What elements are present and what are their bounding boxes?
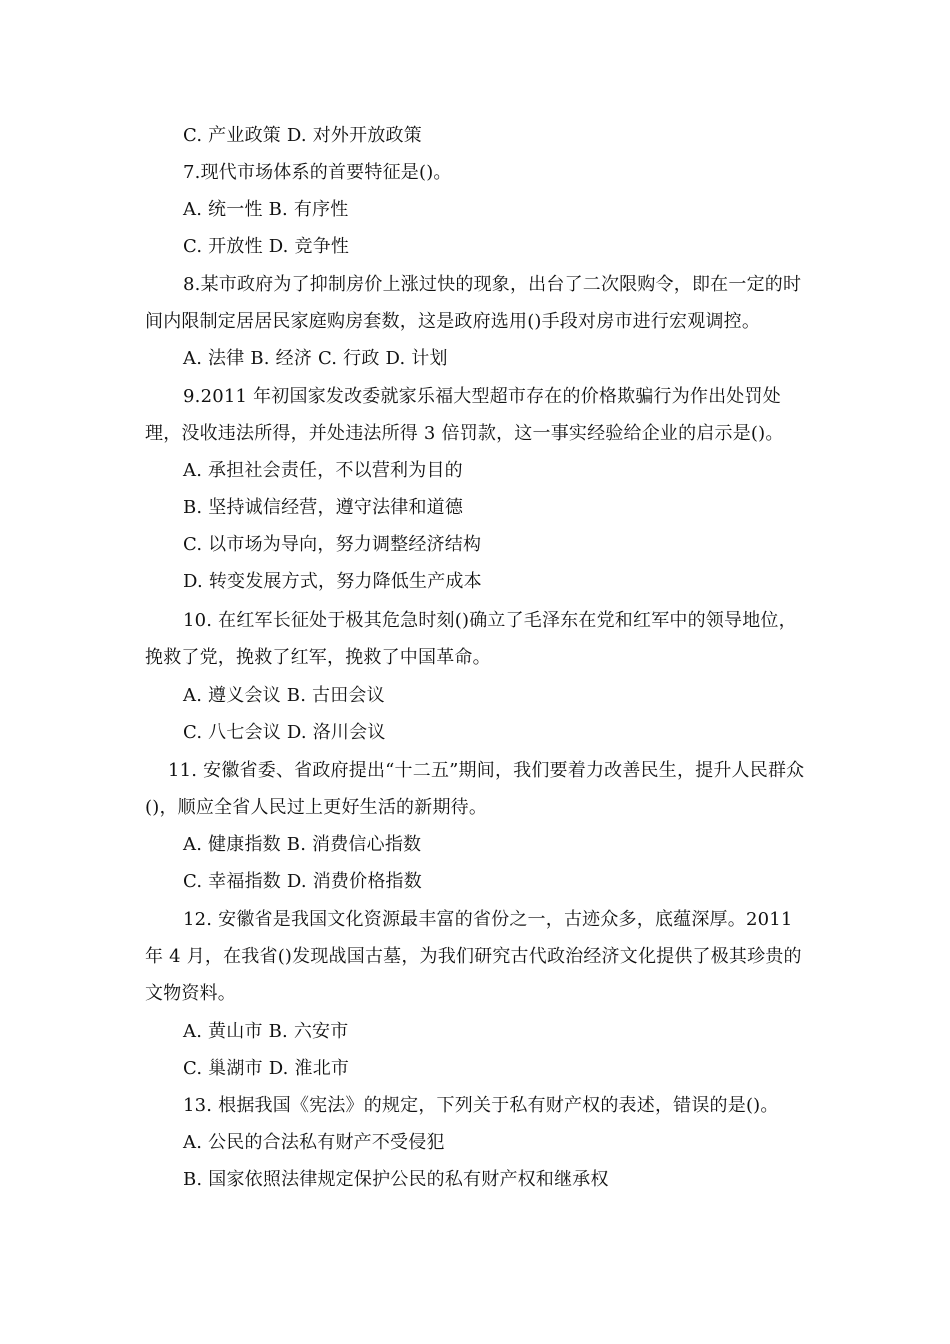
q8-options: A. 法律 B. 经济 C. 行政 D. 计划 <box>183 348 448 369</box>
q9-option-d: D. 转变发展方式，努力降低生产成本 <box>183 571 482 592</box>
q9-option-c: C. 以市场为导向，努力调整经济结构 <box>183 534 482 555</box>
q6-options-cd: C. 产业政策 D. 对外开放政策 <box>183 125 422 146</box>
q7-options-cd: C. 开放性 D. 竞争性 <box>183 236 350 257</box>
question-13: 13. 根据我国《宪法》的规定，下列关于私有财产权的表述，错误的是()。 <box>183 1095 779 1116</box>
q7-options-ab: A. 统一性 B. 有序性 <box>183 199 349 220</box>
q13-option-b: B. 国家依照法律规定保护公民的私有财产权和继承权 <box>183 1169 609 1190</box>
q13-option-a: A. 公民的合法私有财产不受侵犯 <box>183 1132 445 1153</box>
q12-options-ab: A. 黄山市 B. 六安市 <box>183 1021 349 1042</box>
q9-option-a: A. 承担社会责任，不以营利为目的 <box>183 460 463 481</box>
question-8: 8.某市政府为了抑制房价上涨过快的现象，出台了二次限购令，即在一定的时间内限制定居居民家庭购房套数，这是政府选用()手段对房市进行宏观调控。 <box>145 274 802 332</box>
question-10: 10. 在红军长征处于极其危急时刻()确立了毛泽东在党和红军中的领导地位，挽救了党，挽救了红军，挽救了中国革命。 <box>145 610 797 668</box>
q10-options-cd: C. 八七会议 D. 洛川会议 <box>183 722 386 743</box>
q11-options-ab: A. 健康指数 B. 消费信心指数 <box>183 834 422 855</box>
q10-options-ab: A. 遵义会议 B. 古田会议 <box>183 685 385 706</box>
q11-options-cd: C. 幸福指数 D. 消费价格指数 <box>183 871 422 892</box>
q12-options-cd: C. 巢湖市 D. 淮北市 <box>183 1058 350 1079</box>
question-12: 12. 安徽省是我国文化资源最丰富的省份之一，古迹众多，底蕴深厚。2011 年 4 月，在我省()发现战国古墓，为我们研究古代政治经济文化提供了极其珍贵的文物资料。 <box>145 909 802 1004</box>
q9-option-b: B. 坚持诚信经营，遵守法律和道德 <box>183 497 464 518</box>
question-7: 7.现代市场体系的首要特征是()。 <box>183 162 452 183</box>
question-9: 9.2011 年初国家发改委就家乐福大型超市存在的价格欺骗行为作出处罚处理，没收违法所得，并处违法所得 3 倍罚款，这一事实经验给企业的启示是()。 <box>145 386 784 444</box>
question-11: 11. 安徽省委、省政府提出“十二五”期间，我们要着力改善民生，提升人民群众()，顺应全省人民过上更好生活的新期待。 <box>145 760 805 818</box>
